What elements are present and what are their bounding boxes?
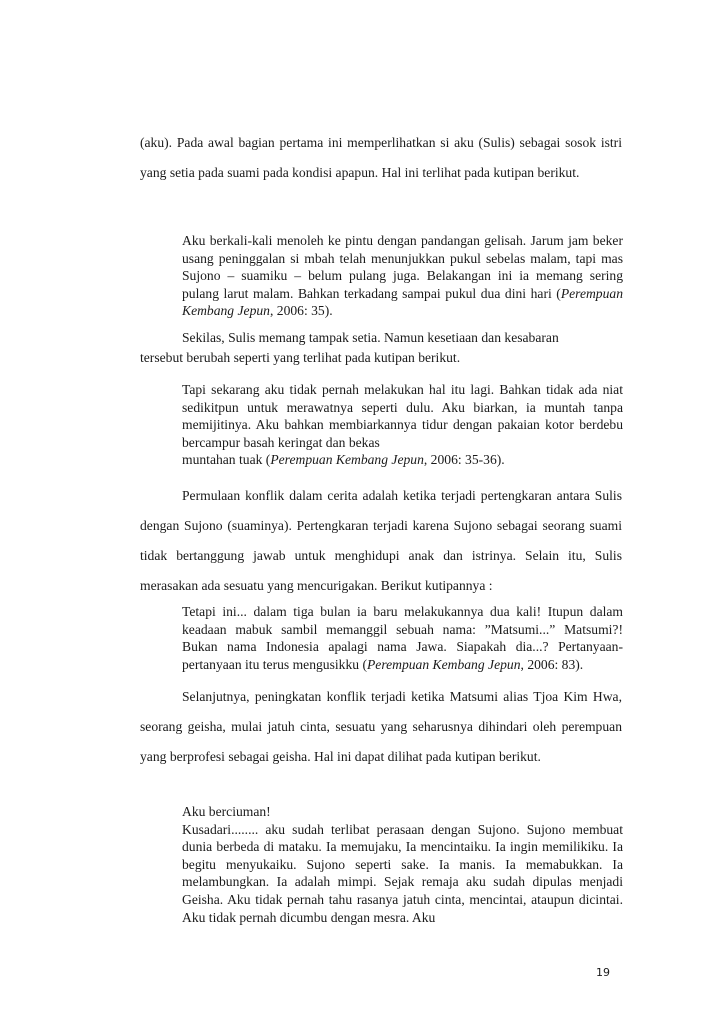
- quote-1-text: Aku berkali-kali menoleh ke pintu dengan pandangan gelisah. Jarum jam beker usang peninggalan si mbah telah menunjukkan pukul sebelas malam, tapi mas Sujono – suamiku – belum pulang juga. Belakangan ini ia memang sering pulang larut malam. Bahkan terkadang sampai pukul dua dini hari (: [182, 233, 623, 301]
- quote-2-source-title: Perempuan Kembang Jepun: [270, 452, 424, 468]
- quote-2-last-line: [182, 451, 623, 469]
- quote-2-text: Tapi sekarang aku tidak pernah melakukan hal itu lagi. Bahkan tidak ada niat sedikitpun untuk merawatnya seperti dulu. Aku biarkan, ia muntah tanpa memijitinya. Aku bahkan membiarkannya tidur dengan pakaian kotor berdebu bercampur basah keringat dan bekas: [182, 382, 623, 450]
- quote-3-source-title: Perempuan Kembang Jepun: [366, 656, 521, 672]
- block-quote-4: [182, 803, 623, 926]
- block-quote-3: [182, 603, 623, 673]
- quote-4-first-line: Aku berciuman!: [182, 804, 271, 819]
- quote-4-text: Kusadari........ aku sudah terlibat perasaan dengan Sujono. Sujono membuat dunia berbeda di mataku. Ia memujaku, Ia mencintaiku. Ia ingin memilikiku. Ia begitu menyukaiku. Sujono seperti sake. Ia manis. Ia memabukkan. Ia melambungkan. Ia adalah mimpi. Sejak remaja aku sudah dipulas menjadi Geisha. Aku tidak pernah tahu rasanya jatuh cinta, mencintai, ataupun dicintai. Aku tidak pernah dicumbu dengan mesra. Aku: [182, 821, 623, 925]
- body-paragraph-2-line-2: tersebut berubah seperti yang terlihat pada kutipan berikut.: [140, 350, 461, 365]
- block-quote-2: [182, 381, 623, 469]
- page-number: 19: [596, 966, 610, 979]
- quote-3-text: Tetapi ini... dalam tiga bulan ia baru melakukannya dua kali! Itupun dalam keadaan mabuk sambil memanggil sebuah nama: ”Matsumi...” Matsumi?! Bukan nama Indonesia apalagi nama Jawa. Siapakah dia...? Pertanyaan-pertanyaan itu terus mengusikku (: [182, 604, 623, 672]
- body-paragraph-2-line-1: Sekilas, Sulis memang tampak setia. Namun kesetiaan dan kesabaran: [182, 330, 559, 345]
- quote-2-last-line-text: muntahan tuak (: [182, 452, 271, 468]
- body-paragraph-4: Selanjutnya, peningkatan konflik terjadi ketika Matsumi alias Tjoa Kim Hwa, seorang geisha, mulai jatuh cinta, sesuatu yang seharusnya dihindari oleh perempuan yang berprofesi sebagai geisha. Hal ini dapat dilihat pada kutipan berikut.: [140, 689, 622, 764]
- block-quote-1: [182, 232, 623, 320]
- quote-3-citation: , 2006: 83).: [520, 656, 584, 672]
- body-paragraph-1: (aku). Pada awal bagian pertama ini memperlihatkan si aku (Sulis) sebagai sosok istri yang setia pada suami pada kondisi apapun. Hal ini terlihat pada kutipan berikut.: [140, 135, 622, 180]
- quote-1-citation: , 2006: 35).: [269, 303, 333, 319]
- body-paragraph-3: Permulaan konflik dalam cerita adalah ketika terjadi pertengkaran antara Sulis dengan Sujono (suaminya). Pertengkaran terjadi karena Sujono sebagai seorang suami tidak bertanggung jawab untuk menghidupi anak dan istrinya. Selain itu, Sulis merasakan ada sesuatu yang mencurigakan. Berikut kutipannya :: [140, 488, 622, 593]
- quote-2-citation: , 2006: 35-36).: [423, 452, 505, 468]
- quote-1-source-title: Perempuan Kembang Jepun: [182, 285, 623, 319]
